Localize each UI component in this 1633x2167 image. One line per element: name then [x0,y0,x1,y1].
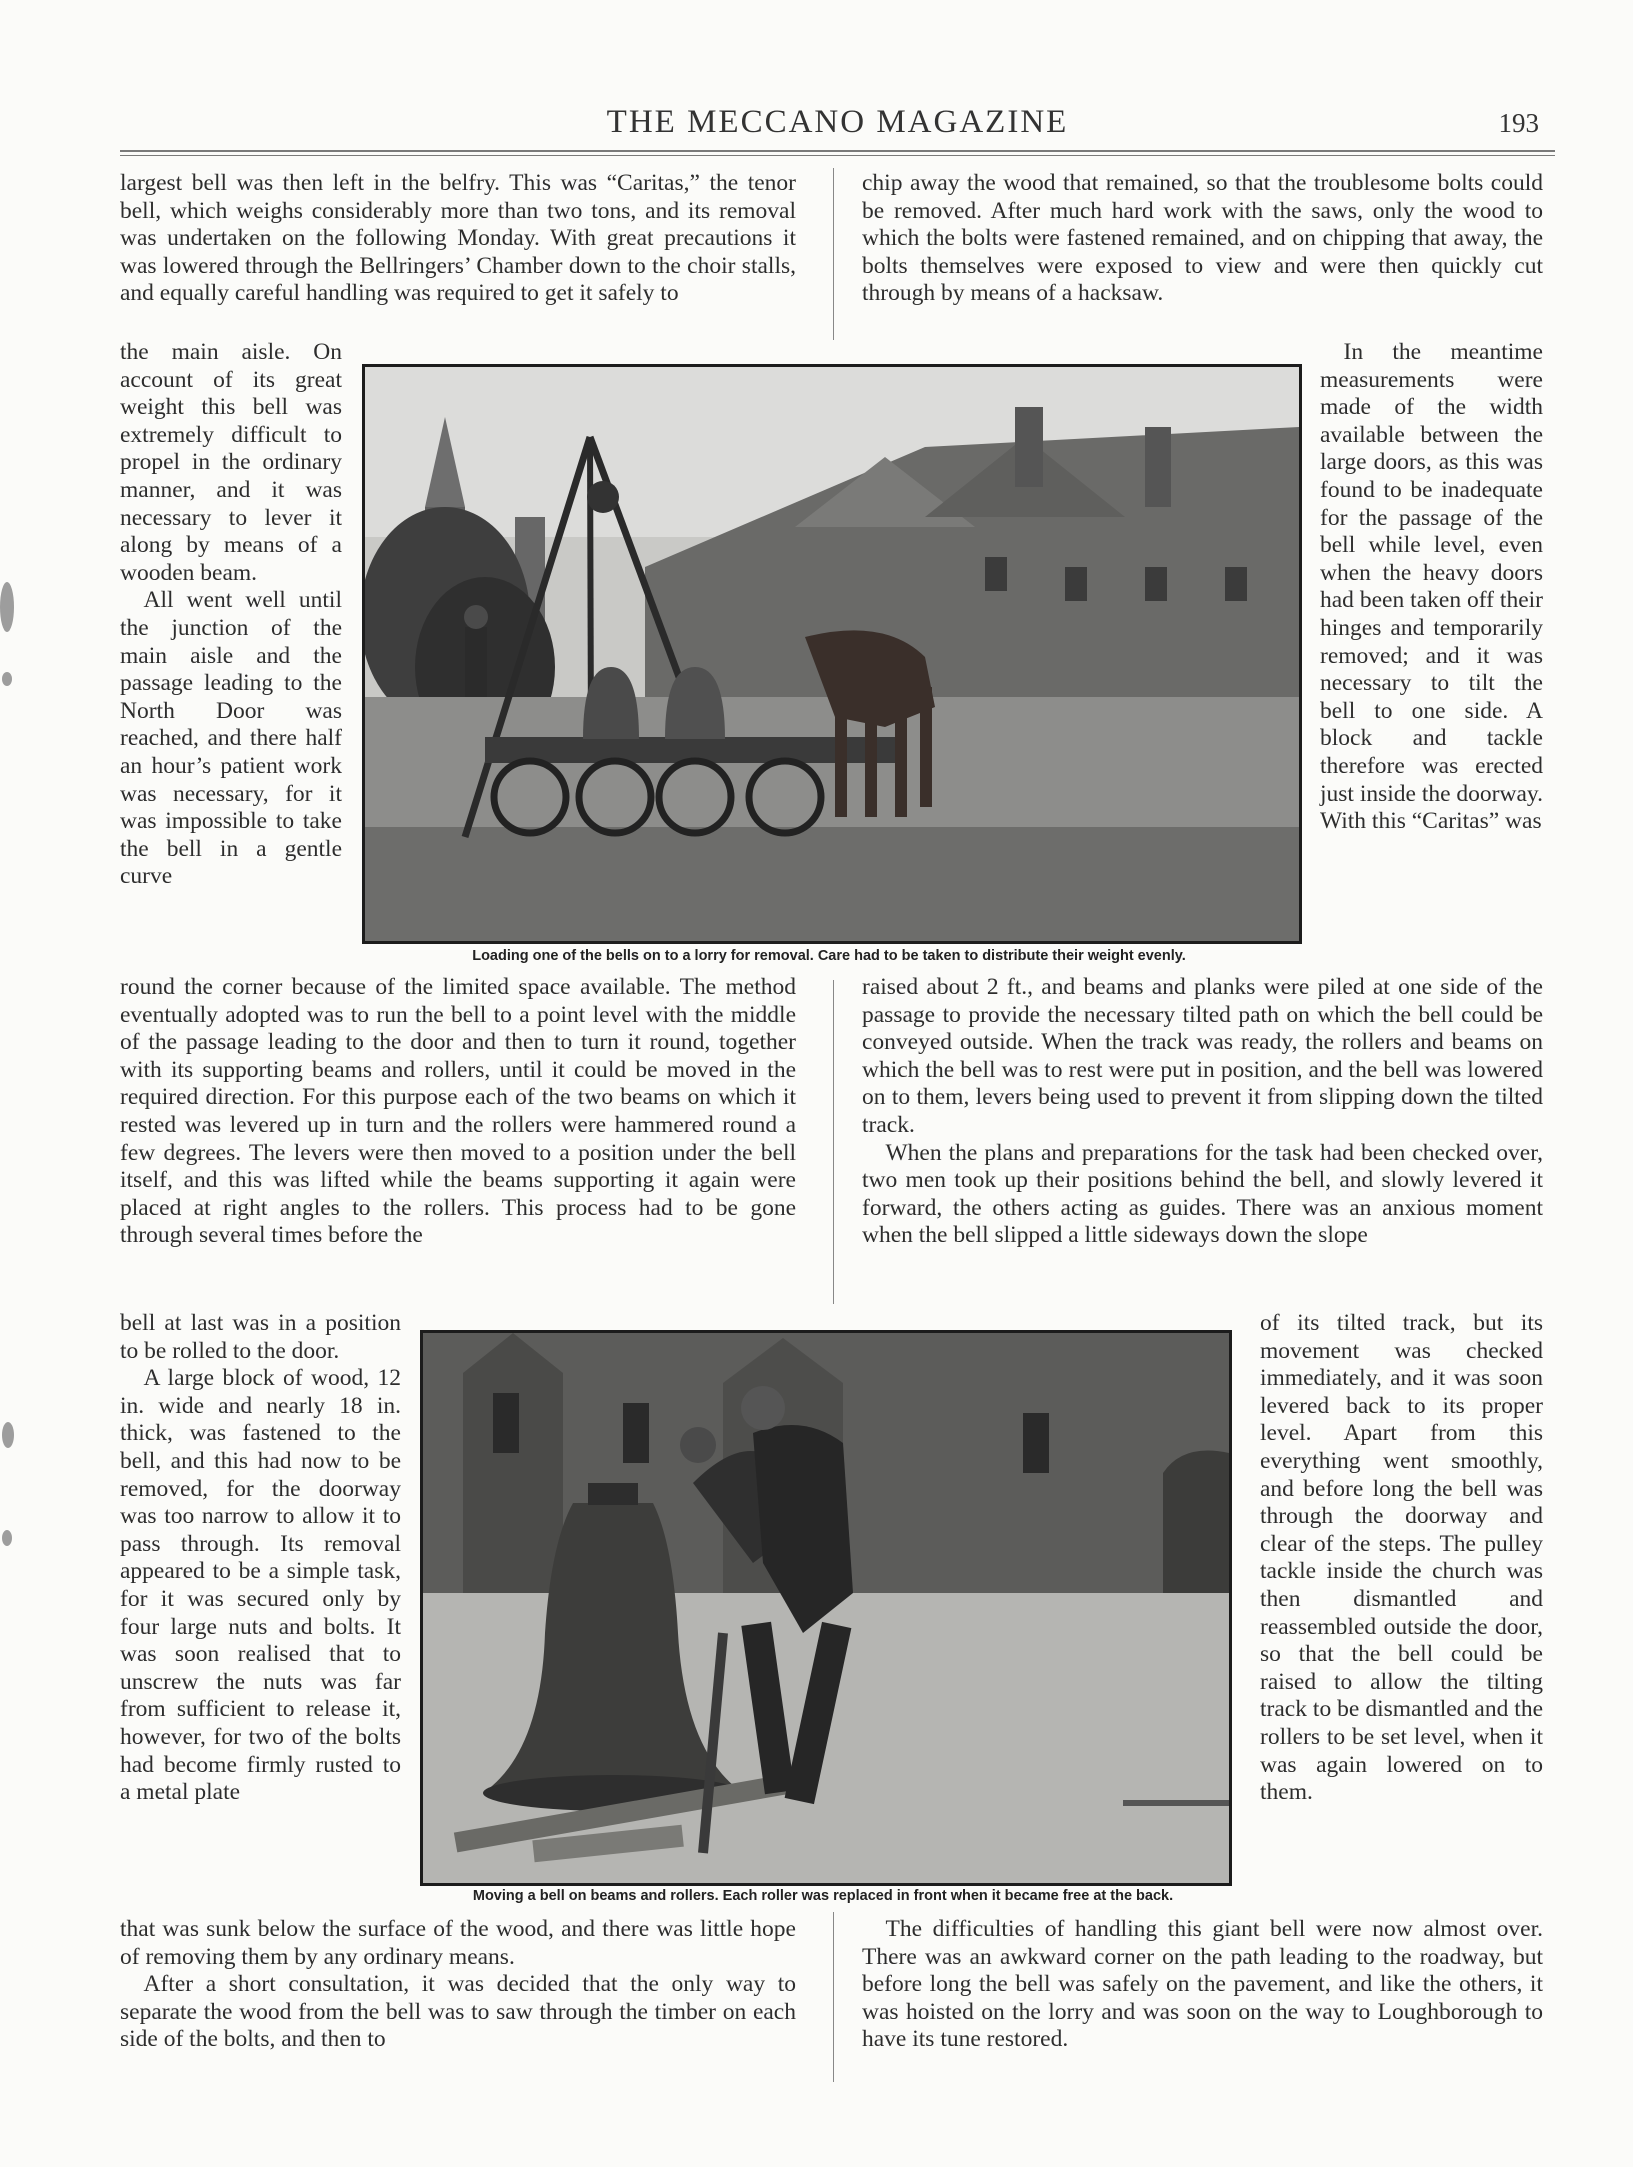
right-paragraph-top: chip away the wood that remained, so that the troublesome bolts could be removed. After much hard work with the saws, only the wood to which the bolts were fastened remained, and on chipping that away, the bolts themselves were exposed to view and were then quickly cut through by means of a hacksaw. [862,170,1543,307]
magazine-title: THE MECCANO MAGAZINE [606,104,1069,140]
page-header [120,104,1555,148]
column-divider-middle [833,980,834,1304]
left-paragraph-wrap-b: bell at last was in a position to be rolled to the door. A large block of wood, 12 in. wide and nearly 18 in. thick, was fastened to the bell, and this had now to be removed, for the doorway was too narrow to allow it to pass through. Its removal appeared to be a simple task, for it was secured only by four large nuts and bolts. It was soon realised that to unscrew the nuts was far from sufficient to release it, however, for two of the bolts had become firmly rusted to a metal plate [120,1310,401,1806]
column-divider-top [833,168,834,340]
binding-mark [2,672,12,686]
page-number: 193 [1498,108,1539,138]
binding-mark [2,1422,14,1448]
bell-rollers-photo [420,1330,1232,1886]
binding-mark [0,582,14,632]
lorry-loading-photo [362,364,1302,944]
left-paragraph-top: largest bell was then left in the belfry. This was “Caritas,” the tenor bell, which weighs considerably more than two tons, and its removal was undertaken on the following Monday. With great precautions it was lowered through the Bellringers’ Chamber down to the choir stalls, and equally careful handling was required to get it safely to [120,170,796,307]
header-rule-thin [120,155,1555,156]
binding-mark [2,1530,12,1546]
left-paragraph-bottom: that was sunk below the surface of the wood, and there was little hope of removing them by any ordinary means. After a short consultation, it was decided that the only way to separate the wood from the bell was to saw through the timber on each side of the bolts, and then to [120,1916,796,2053]
right-paragraph-wrap-a: In the meantime measurements were made of the width available between the large doors, as this was found to be inadequate for the passage of the bell while level, even when the heavy doors had been taken off their hinges and temporarily removed; and it was necessary to tilt the bell to one side. A block and tackle therefore was erected just inside the doorway. With this “Caritas” was [1320,339,1543,835]
left-paragraph-middle: round the corner because of the limited space available. The method eventually adopted was to run the bell to a point level with the middle of the passage leading to the door and then to turn it round, together with its supporting beams and rollers, until it could be moved in the required direction. For this purpose each of the two beams on which it rested was levered up in turn and the rollers were hammered round a few degrees. The levers were then moved to a position under the bell itself, and this was lifted while the beams supporting it again were placed at right angles to the rollers. This process had to be gone through several times before the [120,974,796,1249]
right-paragraph-bottom: The difficulties of handling this giant bell were now almost over. There was an awkward corner on the path leading to the roadway, but before long the bell was safely on the pavement, and like the others, it was hoisted on the lorry and was soon on the way to Loughborough to have its tune restored. [862,1916,1543,2053]
lorry-photo-caption: Loading one of the bells on to a lorry for removal. Care had to be taken to distribute their weight evenly. [472,948,1186,964]
lorry-loading-illustration [365,367,1299,941]
left-paragraph-wrap-a: the main aisle. On account of its great weight this bell was extremely difficult to propel in the ordinary manner, and it was necessary to lever it along by means of a wooden beam. All went well until the junction of the main aisle and the passage leading to the North Door was reached, and there half an hour’s patient work was necessary, for it was impossible to take the bell in a gentle curve [120,339,342,890]
column-divider-bottom [833,1912,834,2082]
bell-photo-caption: Moving a bell on beams and rollers. Each roller was replaced in front when it became free at the back. [472,1888,1174,1904]
header-rule [120,150,1555,152]
right-paragraph-middle: raised about 2 ft., and beams and planks were piled at one side of the passage to provide the necessary tilted path on which the bell could be conveyed outside. When the track was ready, the rollers and beams on which the bell was to rest were put in position, and the bell was lowered on to them, levers being used to prevent it from slipping down the tilted track. When the plans and preparations for the task had been checked over, two men took up their positions behind the bell, and slowly levered it forward, the others acting as guides. There was an anxious moment when the bell slipped a little sideways down the slope [862,974,1543,1249]
bell-rollers-illustration [423,1333,1229,1883]
right-paragraph-wrap-b: of its tilted track, but its movement was checked immediately, and it was soon levered back to its proper level. Apart from this everything went smoothly, and before long the bell was through the doorway and clear of the steps. The pulley tackle inside the church was then dismantled and reassembled outside the door, so that the bell could be raised to allow the tilting track to be dismantled and the rollers to be set level, when it was again lowered on to them. [1260,1310,1543,1806]
